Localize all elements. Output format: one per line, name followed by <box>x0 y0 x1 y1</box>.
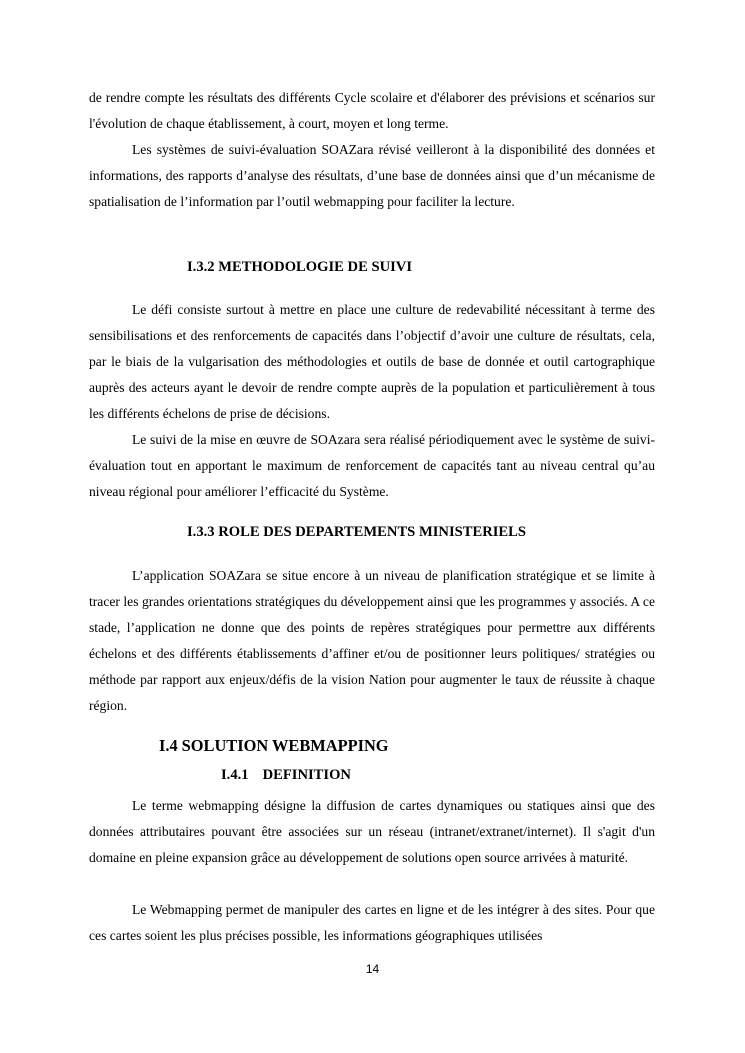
paragraph-cycle-scolaire: de rendre compte les résultats des différents Cycle scolaire et d'élaborer des prévisions et scénarios sur l'évolution de chaque établissement, à court, moyen et long terme. <box>89 90 655 131</box>
heading-title: DEFINITION <box>262 767 351 783</box>
paragraph-terme-webmapping: Le terme webmapping désigne la diffusion de cartes dynamiques ou statiques ainsi que des données attributaires pouvant être associées sur un réseau (intranet/extranet/internet). Il s'agit d'un domaine en pleine expansion grâce au développement de solutions open source arrivées à maturité. <box>89 798 655 865</box>
paragraph-suivi-mise-en-oeuvre: Le suivi de la mise en œuvre de SOAzara sera réalisé périodiquement avec le système de suivi-évaluation tout en apportant le maximum de renforcement de capacités tant au niveau central qu’au niveau régional pour améliorer l’efficacité du Système. <box>89 432 655 499</box>
heading-methodologie-suivi: I.3.2 METHODOLOGIE DE SUIVI <box>187 259 413 275</box>
paragraph-application-soazara: L’application SOAZara se situe encore à un niveau de planification stratégique et se limite à tracer les grandes orientations stratégiques du développement ainsi que les programmes y associés. A ce stade, l’application ne donne que des points de repères stratégiques pour permettre aux différents échelons et des différents établissements d’affiner et/ou de positionner leurs politiques/ stratégies ou méthode par rapport aux enjeux/défis de la vision Nation pour augmenter le taux de réussite à chaque région. <box>89 568 655 713</box>
heading-role-departements: I.3.3 ROLE DES DEPARTEMENTS MINISTERIELS <box>187 524 527 540</box>
heading-definition <box>221 767 351 784</box>
paragraph-systemes-suivi: Les systèmes de suivi-évaluation SOAZara révisé veilleront à la disponibilité des données et informations, des rapports d’analyse des résultats, d’une base de données ainsi que d’un mécanisme de spatialisation de l’information par l’outil webmapping pour faciliter la lecture. <box>89 142 655 209</box>
paragraph-defi: Le défi consiste surtout à mettre en place une culture de redevabilité nécessitant à terme des sensibilisations et des renforcements de capacités dans l’objectif d’avoir une culture de résultats, cela, par le biais de la vulgarisation des méthodologies et outils de base de donnée et outil cartographique auprès des acteurs ayant le devoir de rendre compte auprès de la population et particulièrement à tous les différents échelons de prise de décisions. <box>89 302 655 421</box>
heading-number: I.4.1 <box>221 767 249 783</box>
heading-solution-webmapping <box>159 736 389 756</box>
page-number: 14 <box>365 962 380 976</box>
paragraph-webmapping-permet: Le Webmapping permet de manipuler des cartes en ligne et de les intégrer à des sites. Pour que ces cartes soient les plus précises possible, les informations géographiques utilisées <box>89 902 655 943</box>
heading-title: SOLUTION WEBMAPPING <box>181 736 389 755</box>
heading-number: I.4 <box>159 736 178 755</box>
